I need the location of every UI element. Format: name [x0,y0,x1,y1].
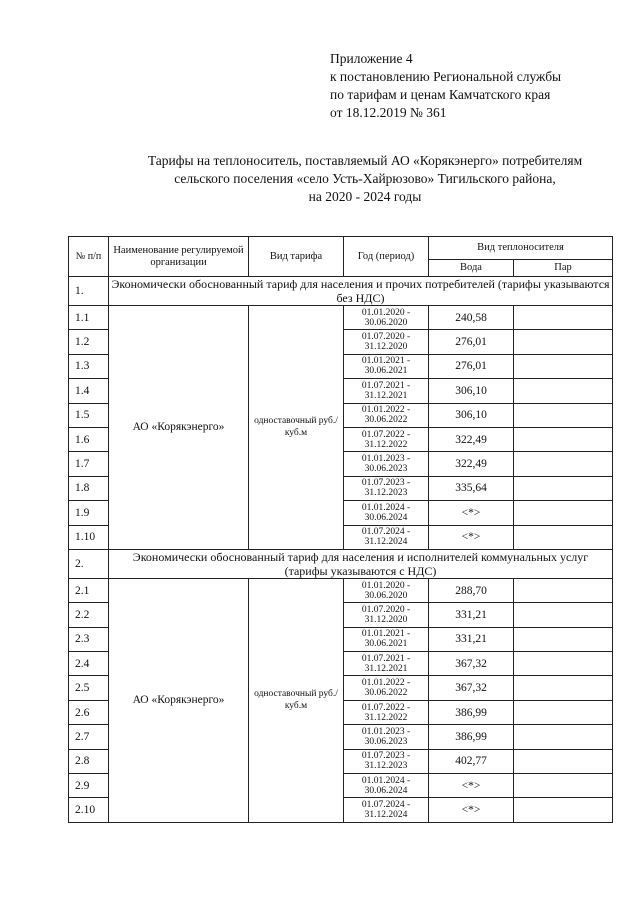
appendix-line: по тарифам и ценам Камчатского края [330,87,551,102]
steam-value [514,652,613,676]
row-num: 1.9 [69,501,109,525]
title-line: на 2020 - 2024 годы [308,189,422,204]
period-cell: 01.01.2020 - 30.06.2020 [344,306,429,330]
water-value: 402,77 [429,749,514,773]
steam-value [514,403,613,427]
tariff-type: одноставочный руб./куб.м [249,578,344,822]
section-title: Экономически обоснованный тариф для населения и прочих потребителей (тарифы указываются без НДС) [109,277,613,306]
water-value: <*> [429,798,514,822]
header-tariff-type: Вид тарифа [249,237,344,277]
steam-value [514,379,613,403]
steam-value [514,700,613,724]
water-value: 335,64 [429,476,514,500]
period-cell: 01.07.2023 - 31.12.2023 [344,476,429,500]
steam-value [514,774,613,798]
title-line: Тарифы на теплоноситель, поставляемый АО «Корякэнерго» потребителям [147,153,583,168]
period-cell: 01.01.2023 - 30.06.2023 [344,725,429,749]
row-num: 1.1 [69,306,109,330]
tariff-table-body [69,237,613,823]
water-value: 288,70 [429,578,514,602]
section-row [69,549,613,578]
period-cell: 01.01.2022 - 30.06.2022 [344,676,429,700]
steam-value [514,525,613,549]
row-num: 2.5 [69,676,109,700]
appendix-line: от 18.12.2019 № 361 [330,105,447,120]
row-num: 1.5 [69,403,109,427]
water-value: 367,32 [429,652,514,676]
water-value: 306,10 [429,379,514,403]
tariff-table [68,236,613,823]
row-num: 2.7 [69,725,109,749]
water-value: 386,99 [429,725,514,749]
water-value: 306,10 [429,403,514,427]
steam-value [514,452,613,476]
row-num: 2.2 [69,603,109,627]
appendix-line: к постановлению Региональной службы [330,69,562,84]
period-cell: 01.07.2020 - 31.12.2020 [344,330,429,354]
period-cell: 01.01.2024 - 30.06.2024 [344,501,429,525]
header-carrier: Вид теплоносителя [429,237,613,260]
steam-value [514,627,613,651]
water-value: 331,21 [429,603,514,627]
section-num: 2. [69,549,109,578]
period-cell: 01.07.2021 - 31.12.2021 [344,652,429,676]
table-row [69,306,613,330]
water-value: 331,21 [429,627,514,651]
period-cell: 01.07.2021 - 31.12.2021 [344,379,429,403]
table-row [69,578,613,602]
document-title [100,152,630,206]
steam-value [514,725,613,749]
row-num: 2.9 [69,774,109,798]
steam-value [514,330,613,354]
water-value: 322,49 [429,427,514,451]
steam-value [514,578,613,602]
period-cell: 01.01.2021 - 30.06.2021 [344,354,429,378]
org-name: АО «Корякэнерго» [109,578,249,822]
period-cell: 01.07.2022 - 31.12.2022 [344,427,429,451]
row-num: 1.2 [69,330,109,354]
steam-value [514,306,613,330]
water-value: 240,58 [429,306,514,330]
period-cell: 01.01.2023 - 30.06.2023 [344,452,429,476]
period-cell: 01.07.2022 - 31.12.2022 [344,700,429,724]
period-cell: 01.01.2020 - 30.06.2020 [344,578,429,602]
steam-value [514,798,613,822]
steam-value [514,603,613,627]
header-period: Год (период) [344,237,429,277]
row-num: 1.6 [69,427,109,451]
header-num: № п/п [69,237,109,277]
row-num: 2.8 [69,749,109,773]
header-steam: Пар [514,260,613,277]
period-cell: 01.01.2021 - 30.06.2021 [344,627,429,651]
row-num: 2.1 [69,578,109,602]
steam-value [514,476,613,500]
section-num: 1. [69,277,109,306]
period-cell: 01.01.2024 - 30.06.2024 [344,774,429,798]
steam-value [514,427,613,451]
water-value: <*> [429,774,514,798]
steam-value [514,676,613,700]
row-num: 2.10 [69,798,109,822]
row-num: 1.3 [69,354,109,378]
section-row [69,277,613,306]
section-title: Экономически обоснованный тариф для населения и исполнителей коммунальных услуг (тарифы указываются с НДС) [109,549,613,578]
row-num: 2.4 [69,652,109,676]
header-org: Наименование регулируемой организации [109,237,249,277]
period-cell: 01.07.2020 - 31.12.2020 [344,603,429,627]
row-num: 2.6 [69,700,109,724]
org-name: АО «Корякэнерго» [109,306,249,550]
water-value: 386,99 [429,700,514,724]
appendix-header [330,50,561,122]
water-value: 322,49 [429,452,514,476]
period-cell: 01.01.2022 - 30.06.2022 [344,403,429,427]
steam-value [514,749,613,773]
title-line: сельского поселения «село Усть-Хайрюзово» Тигильского района, [174,171,556,186]
period-cell: 01.07.2024 - 31.12.2024 [344,525,429,549]
water-value: 367,32 [429,676,514,700]
water-value: <*> [429,501,514,525]
row-num: 1.8 [69,476,109,500]
header-row [69,237,613,260]
period-cell: 01.07.2023 - 31.12.2023 [344,749,429,773]
appendix-line: Приложение 4 [330,51,413,66]
row-num: 1.10 [69,525,109,549]
row-num: 1.4 [69,379,109,403]
tariff-type: одноставочный руб./куб.м [249,306,344,550]
period-cell: 01.07.2024 - 31.12.2024 [344,798,429,822]
row-num: 2.3 [69,627,109,651]
header-water: Вода [429,260,514,277]
water-value: 276,01 [429,330,514,354]
water-value: <*> [429,525,514,549]
water-value: 276,01 [429,354,514,378]
row-num: 1.7 [69,452,109,476]
steam-value [514,354,613,378]
steam-value [514,501,613,525]
